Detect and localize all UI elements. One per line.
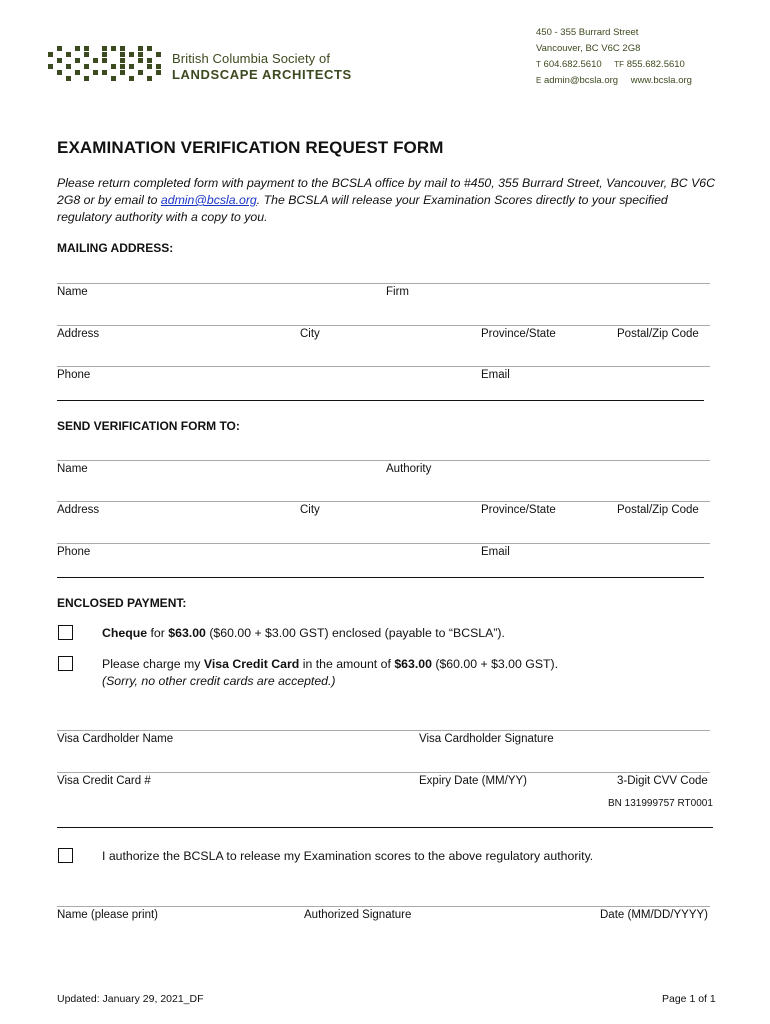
- mailing-address-label: Address: [57, 328, 100, 340]
- send-heading: SEND VERIFICATION FORM TO:: [57, 419, 240, 433]
- intro-text-2: . The BCSLA will release your Examination Scores directly to your specified regulatory authority with a copy to you.: [57, 193, 668, 224]
- cardholder-line[interactable]: [57, 730, 710, 731]
- cheque-option-text: [102, 625, 505, 642]
- send-name-label: Name: [57, 463, 88, 475]
- send-city-label: City: [300, 504, 320, 516]
- visa-text-2: in the amount of: [299, 657, 395, 671]
- cheque-label: Cheque: [102, 626, 148, 640]
- mailing-heading: MAILING ADDRESS:: [57, 241, 174, 255]
- mailing-phone-label: Phone: [57, 369, 91, 381]
- mailing-address-line[interactable]: [57, 325, 710, 326]
- org-name-line2: LANDSCAPE ARCHITECTS: [172, 67, 352, 82]
- expiry-label: Expiry Date (MM/YY): [419, 775, 527, 787]
- date-label: Date (MM/DD/YYYY): [600, 909, 708, 921]
- org-address-line1: 450 - 355 Burrard Street: [536, 27, 639, 38]
- section-divider: [57, 577, 704, 578]
- cheque-details: ($60.00 + $3.00 GST) enclosed (payable to “BCSLA”).: [205, 626, 505, 640]
- section-divider: [57, 400, 704, 401]
- org-phone-line: [536, 57, 692, 73]
- cheque-checkbox[interactable]: [58, 625, 73, 640]
- fax-prefix: TF: [614, 60, 625, 69]
- mailing-city-label: City: [300, 328, 320, 340]
- send-province-label: Province/State: [481, 504, 556, 516]
- mailing-province-label: Province/State: [481, 328, 556, 340]
- visa-note-text: (Sorry, no other credit cards are accepted.): [102, 674, 336, 688]
- mailing-name-label: Name: [57, 286, 88, 298]
- mailing-phone-line[interactable]: [57, 366, 710, 367]
- mailing-email-label: Email: [481, 369, 510, 381]
- org-fax: 855.682.5610: [626, 59, 685, 70]
- send-name-line[interactable]: [57, 460, 710, 461]
- authorized-signature-label: Authorized Signature: [304, 909, 412, 921]
- intro-text-1: Please return completed form with payment to the BCSLA office by mail to #450, 355 Burrard Street, Vancouver, BC V6C 2G8 or by email to: [57, 176, 715, 207]
- page-number: Page 1 of 1: [662, 993, 716, 1005]
- visa-text-1: Please charge my: [102, 657, 204, 671]
- cvv-label: 3-Digit CVV Code: [617, 775, 708, 787]
- mailing-postal-label: Postal/Zip Code: [617, 328, 699, 340]
- card-number-label: Visa Credit Card #: [57, 775, 151, 787]
- org-name-line1: British Columbia Society of: [172, 51, 331, 66]
- phone-prefix: T: [536, 60, 541, 69]
- visa-checkbox[interactable]: [58, 656, 73, 671]
- visa-note: [102, 673, 336, 690]
- authorization-line[interactable]: [57, 906, 710, 907]
- business-number: BN 131999757 RT0001: [608, 798, 713, 809]
- org-contact-block: [536, 25, 692, 89]
- mailing-name-line[interactable]: [57, 283, 710, 284]
- send-authority-label: Authority: [386, 463, 432, 475]
- card-number-line[interactable]: [57, 772, 710, 773]
- cardholder-name-label: Visa Cardholder Name: [57, 733, 174, 745]
- org-email-line: [536, 73, 692, 89]
- visa-option-text: [102, 656, 558, 673]
- authorize-statement: I authorize the BCSLA to release my Examination scores to the above regulatory authority.: [102, 849, 594, 863]
- send-phone-label: Phone: [57, 546, 91, 558]
- visa-text-3: ($60.00 + $3.00 GST).: [431, 657, 559, 671]
- intro-email-link[interactable]: admin@bcsla.org: [160, 193, 257, 207]
- section-divider: [57, 827, 713, 828]
- org-phone: 604.682.5610: [543, 59, 602, 70]
- visa-label: Visa Credit Card: [203, 657, 300, 671]
- cheque-amount: $63.00: [168, 626, 206, 640]
- org-email: admin@bcsla.org: [543, 75, 619, 86]
- form-title: EXAMINATION VERIFICATION REQUEST FORM: [57, 138, 444, 157]
- bcsla-logo-icon: [48, 44, 164, 84]
- name-print-label: Name (please print): [57, 909, 158, 921]
- payment-heading: ENCLOSED PAYMENT:: [57, 596, 187, 610]
- form-intro: [57, 175, 717, 226]
- cheque-for: for: [147, 626, 169, 640]
- send-postal-label: Postal/Zip Code: [617, 504, 699, 516]
- org-website: www.bcsla.org: [630, 75, 692, 86]
- updated-date: Updated: January 29, 2021_DF: [57, 993, 204, 1005]
- send-phone-line[interactable]: [57, 543, 710, 544]
- cardholder-signature-label: Visa Cardholder Signature: [419, 733, 554, 745]
- send-address-line[interactable]: [57, 501, 710, 502]
- org-name: [172, 51, 352, 83]
- mailing-firm-label: Firm: [386, 286, 409, 298]
- send-email-label: Email: [481, 546, 510, 558]
- org-address-line2: Vancouver, BC V6C 2G8: [536, 43, 641, 54]
- visa-amount: $63.00: [394, 657, 432, 671]
- send-address-label: Address: [57, 504, 100, 516]
- authorize-checkbox[interactable]: [58, 848, 73, 863]
- email-prefix: E: [536, 76, 542, 85]
